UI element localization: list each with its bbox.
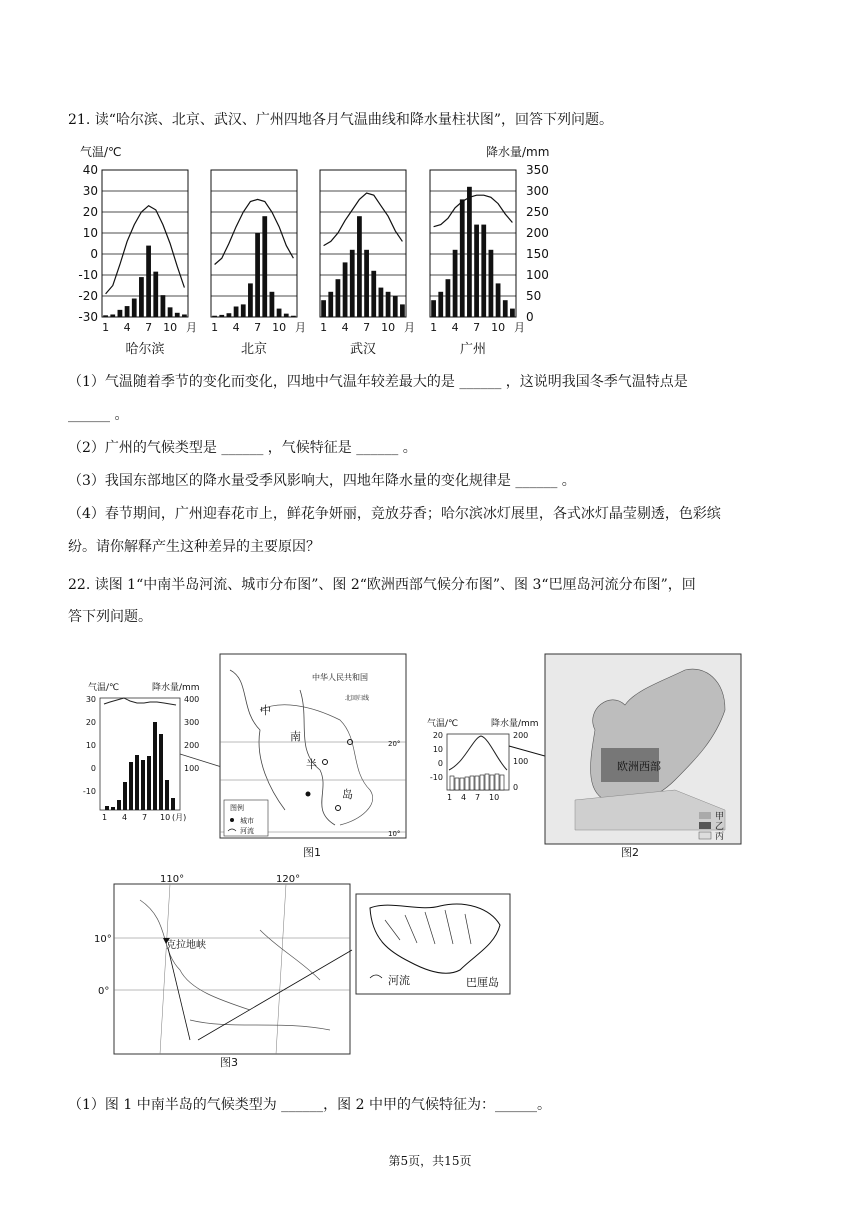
city-name: 武汉 bbox=[349, 342, 377, 357]
precip-bar bbox=[489, 250, 494, 317]
fig1-month: 4 bbox=[122, 813, 128, 822]
fig2-precip-label: 降水量/mm bbox=[491, 719, 539, 729]
precip-bar bbox=[481, 225, 486, 317]
fig1-precip-label: 降水量/mm bbox=[152, 683, 200, 693]
temp-line bbox=[434, 195, 513, 227]
fig1-temp-tick: 30 bbox=[85, 695, 96, 704]
precip-bar bbox=[255, 233, 260, 317]
q21-climate-charts bbox=[68, 140, 568, 362]
city-name: 北京 bbox=[240, 342, 268, 357]
city-panel bbox=[320, 170, 415, 357]
fig1-caption: 图1 bbox=[303, 846, 321, 859]
fig2-precip-tick: 100 bbox=[513, 757, 529, 766]
month-tick: 4 bbox=[341, 321, 349, 334]
fig1-temp-tick: 10 bbox=[85, 741, 96, 750]
temp-axis-label: 气温/℃ bbox=[80, 145, 122, 159]
temp-tick: -10 bbox=[78, 268, 98, 282]
city-panel bbox=[430, 170, 525, 357]
fig2-precip-tick: 200 bbox=[513, 731, 529, 740]
month-tick: 1 bbox=[102, 321, 110, 334]
precip-tick: 250 bbox=[526, 205, 549, 219]
month-unit: 月 bbox=[186, 321, 197, 334]
precip-axis-label: 降水量/mm bbox=[486, 145, 550, 159]
bali-label: 巴厘岛 bbox=[466, 976, 499, 989]
precip-bar bbox=[386, 292, 391, 317]
q22-sub1: （1）图 1 中南半岛的气候类型为 ______，图 2 中甲的气候特征为：______。 bbox=[68, 1097, 551, 1113]
legend-bing: 丙 bbox=[715, 832, 725, 842]
precip-bar bbox=[321, 300, 326, 317]
precip-tick: 350 bbox=[526, 163, 549, 177]
q21-sub3: （3）我国东部地区的降水量受季风影响大，四地年降水量的变化规律是 ______ 。 bbox=[68, 473, 576, 489]
precip-bar bbox=[446, 279, 451, 317]
precip-ticks bbox=[526, 163, 549, 324]
map-label-peninsula: 中 bbox=[260, 704, 271, 717]
precip-bar bbox=[262, 216, 267, 317]
temp-tick: -20 bbox=[78, 289, 98, 303]
figure-1 bbox=[80, 650, 410, 860]
map-label-peninsula: 半 bbox=[306, 758, 317, 771]
precip-tick: 50 bbox=[526, 289, 542, 303]
fig1-month: 7 bbox=[142, 813, 148, 822]
month-tick: 1 bbox=[211, 321, 219, 334]
precip-bar bbox=[393, 296, 398, 317]
temp-tick: 40 bbox=[82, 163, 98, 177]
city-panel bbox=[102, 170, 197, 357]
precip-bar bbox=[460, 199, 465, 317]
lat-label: 10° bbox=[94, 934, 112, 945]
precip-tick: 100 bbox=[526, 268, 549, 282]
precip-bar bbox=[431, 300, 436, 317]
precip-bar bbox=[241, 304, 246, 317]
precip-bar bbox=[125, 306, 130, 317]
legend-river: 河流 bbox=[240, 827, 254, 835]
precip-tick: 300 bbox=[526, 184, 549, 198]
city-name: 哈尔滨 bbox=[125, 342, 165, 357]
precip-bar bbox=[168, 307, 173, 317]
q21-sub4-line1: （4）春节期间，广州迎春花市上，鲜花争妍丽，竞放芬香；哈尔滨冰灯展里，各式冰灯晶莹剔透，色彩缤 bbox=[68, 506, 721, 522]
month-tick: 7 bbox=[473, 321, 481, 334]
q21-sub2: （2）广州的气候类型是 ______ ，气候特征是 ______ 。 bbox=[68, 440, 417, 456]
month-tick: 10 bbox=[272, 321, 287, 334]
precip-bar bbox=[153, 272, 158, 317]
precip-bar bbox=[510, 309, 515, 317]
fig1-precip-tick: 200 bbox=[184, 741, 200, 750]
precip-bar bbox=[146, 246, 151, 317]
precip-bar bbox=[161, 295, 166, 317]
precip-bar bbox=[139, 277, 144, 317]
precip-bar bbox=[379, 288, 384, 317]
precip-bar bbox=[219, 315, 224, 317]
precip-bar bbox=[336, 279, 341, 317]
figure-3 bbox=[80, 870, 540, 1070]
panel-frame bbox=[102, 170, 188, 317]
month-tick: 7 bbox=[363, 321, 371, 334]
fig1-month: 10 bbox=[160, 813, 171, 822]
fig2-month: 7 bbox=[475, 793, 481, 802]
city-name: 广州 bbox=[459, 342, 487, 357]
month-tick: 4 bbox=[232, 321, 240, 334]
legend-yi: 乙 bbox=[715, 822, 725, 832]
temp-line bbox=[215, 199, 294, 264]
legend-city: 城市 bbox=[240, 817, 254, 825]
fig2-temp-tick: -10 bbox=[429, 773, 443, 782]
q21-sub1-line2: ______ 。 bbox=[68, 407, 129, 423]
map-label-tropic: 北回归线 bbox=[345, 695, 370, 702]
lon-label: 120° bbox=[276, 874, 301, 885]
precip-bar bbox=[234, 307, 239, 318]
month-tick: 10 bbox=[491, 321, 506, 334]
lon-label: 110° bbox=[160, 874, 185, 885]
temp-tick: 0 bbox=[90, 247, 98, 261]
map-label-peninsula: 南 bbox=[290, 730, 301, 743]
precip-bar bbox=[110, 314, 115, 317]
fig2-month: 1 bbox=[447, 793, 453, 802]
month-unit: 月 bbox=[514, 321, 525, 334]
precip-bar bbox=[453, 250, 458, 317]
precip-bar bbox=[496, 283, 501, 317]
q21-title: 21. 读“哈尔滨、北京、武汉、广州四地各月气温曲线和降水量柱状图”，回答下列问题。 bbox=[68, 112, 614, 128]
temp-tick: 20 bbox=[82, 205, 98, 219]
month-tick: 10 bbox=[381, 321, 396, 334]
precip-tick: 200 bbox=[526, 226, 549, 240]
precip-bar bbox=[103, 315, 108, 317]
fig2-month: 4 bbox=[461, 793, 467, 802]
precip-bar bbox=[343, 262, 348, 317]
month-tick: 1 bbox=[320, 321, 328, 334]
temp-tick: 30 bbox=[82, 184, 98, 198]
fig2-temp-tick: 20 bbox=[432, 731, 443, 740]
month-tick: 4 bbox=[123, 321, 131, 334]
temp-tick: 10 bbox=[82, 226, 98, 240]
precip-tick: 0 bbox=[526, 310, 534, 324]
fig2-temp-tick: 0 bbox=[437, 759, 443, 768]
fig2-month: 10 bbox=[489, 793, 500, 802]
q22-title-line2: 答下列问题。 bbox=[68, 609, 152, 625]
precip-bar bbox=[175, 313, 180, 317]
precip-bar bbox=[270, 292, 275, 317]
month-tick: 7 bbox=[254, 321, 262, 334]
month-tick: 4 bbox=[451, 321, 459, 334]
fig1-temp-tick: 20 bbox=[85, 718, 96, 727]
precip-bar bbox=[132, 299, 137, 317]
precip-bar bbox=[357, 216, 362, 317]
fig1-temp-tick: 0 bbox=[90, 764, 96, 773]
temp-line bbox=[106, 206, 185, 294]
temp-ticks bbox=[78, 163, 98, 324]
q22-title-line1: 22. 读图 1“中南半岛河流、城市分布图”、图 2“欧洲西部气候分布图”、图 3“巴厘岛河流分布图”，回 bbox=[68, 577, 696, 593]
q21-sub4-line2: 纷。请你解释产生这种差异的主要原因？ bbox=[68, 539, 320, 555]
region-label: 欧洲西部 bbox=[617, 760, 661, 773]
precip-bar bbox=[503, 300, 508, 317]
precip-bar bbox=[371, 271, 376, 317]
month-tick: 7 bbox=[145, 321, 153, 334]
precip-bar bbox=[182, 314, 187, 317]
page-footer: 第5页，共15页 bbox=[388, 1154, 472, 1168]
precip-bar bbox=[212, 316, 217, 317]
panel-frame bbox=[211, 170, 297, 317]
fig1-temp-label: 气温/℃ bbox=[88, 683, 120, 693]
kra-isthmus-label: 克拉地峡 bbox=[166, 940, 206, 951]
precip-bar bbox=[438, 292, 443, 317]
figure-2 bbox=[425, 650, 745, 860]
lat-label: 20° bbox=[388, 740, 401, 748]
fig1-precip-tick: 100 bbox=[184, 764, 200, 773]
city-panels bbox=[102, 170, 525, 357]
fig2-temp-label: 气温/℃ bbox=[427, 719, 459, 729]
lat-label: 10° bbox=[388, 830, 401, 838]
month-unit: 月 bbox=[295, 321, 306, 334]
precip-bar bbox=[277, 309, 282, 317]
fig2-temp-tick: 10 bbox=[432, 745, 443, 754]
city-panel bbox=[211, 170, 306, 357]
precip-bar bbox=[400, 304, 405, 317]
fig1-precip-tick: 300 bbox=[184, 718, 200, 727]
precip-bar bbox=[291, 316, 296, 317]
legend-title: 图例 bbox=[230, 804, 244, 812]
legend-jia: 甲 bbox=[715, 812, 725, 822]
fig2-caption: 图2 bbox=[621, 846, 639, 859]
precip-bar bbox=[227, 313, 232, 317]
precip-bar bbox=[474, 225, 479, 317]
precip-bar bbox=[350, 250, 355, 317]
precip-bar bbox=[467, 187, 472, 317]
month-tick: 10 bbox=[163, 321, 178, 334]
precip-bar bbox=[118, 310, 123, 317]
map-label-china: 中华人民共和国 bbox=[312, 673, 368, 682]
fig1-month: 1 bbox=[102, 813, 108, 822]
fig1-month: (月) bbox=[172, 813, 187, 822]
temp-line bbox=[324, 193, 403, 246]
precip-tick: 150 bbox=[526, 247, 549, 261]
precip-bar bbox=[248, 283, 253, 317]
precip-bar bbox=[328, 292, 333, 317]
precip-bar bbox=[284, 314, 289, 317]
map-label-peninsula: 岛 bbox=[342, 788, 353, 801]
river-label: 河流 bbox=[388, 974, 410, 987]
lat-label: 0° bbox=[98, 986, 110, 997]
month-tick: 1 bbox=[430, 321, 438, 334]
fig1-temp-tick: -10 bbox=[82, 787, 96, 796]
precip-bar bbox=[364, 250, 369, 317]
fig2-precip-tick: 0 bbox=[513, 783, 519, 792]
q21-sub1-line1: （1）气温随着季节的变化而变化，四地中气温年较差最大的是 ______ ，这说明我国冬季气温特点是 bbox=[68, 374, 688, 390]
month-unit: 月 bbox=[404, 321, 415, 334]
fig1-precip-tick: 400 bbox=[184, 695, 200, 704]
fig3-caption: 图3 bbox=[220, 1056, 238, 1069]
temp-tick: -30 bbox=[78, 310, 98, 324]
